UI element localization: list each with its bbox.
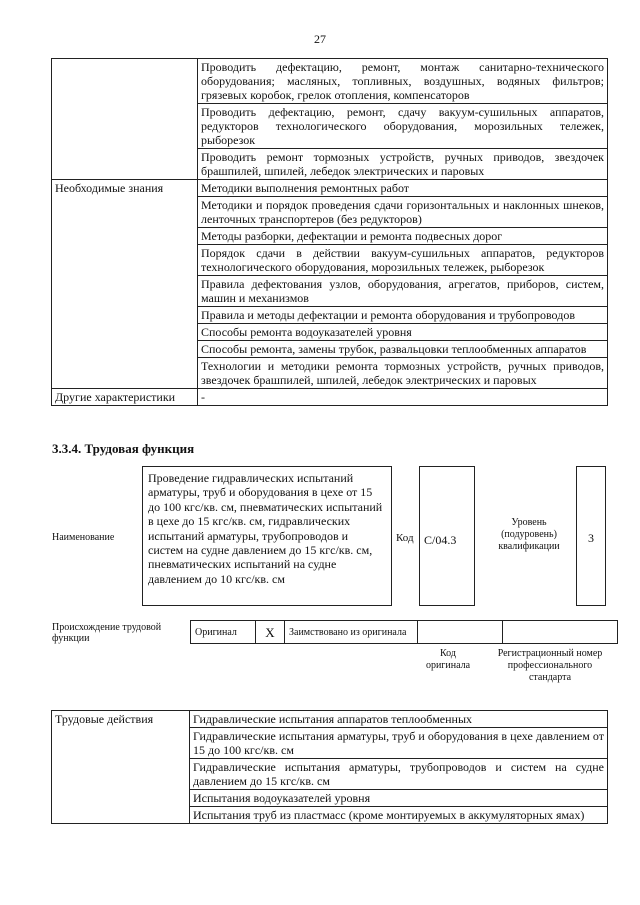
name-label: Наименование [52, 532, 115, 543]
knowledge-label: Необходимые знания [52, 180, 198, 389]
labor-actions-label: Трудовые действия [52, 711, 190, 824]
labor-actions-table [51, 710, 608, 824]
table-row [52, 389, 608, 406]
table-row [191, 621, 618, 644]
table-row [52, 711, 608, 728]
reg-number-cell [503, 621, 618, 644]
skill-cell: Проводить ремонт тормозных устройств, ручных приводов, звездочек брашпилей, шпилей, лебедок электрических и паровых [198, 149, 608, 180]
level-label: Уровень (подуровень) квалификации [498, 517, 560, 552]
labor-action-cell: Испытания водоуказателей уровня [190, 790, 608, 807]
other-label: Другие характеристики [52, 389, 198, 406]
origin-table [190, 620, 618, 644]
page-number: 27 [314, 32, 326, 46]
borrowed-label: Заимствовано из оригинала [285, 621, 418, 644]
skill-cell: Проводить дефектацию, ремонт, монтаж санитарно-технического оборудования; масляных, топливных, воздушных, водяных фильтров; грязевых коробок, грелок отопления, компенсаторов [198, 59, 608, 104]
knowledge-cell: Правила дефектования узлов, оборудования, агрегатов, приборов, систем, машин и механизмов [198, 276, 608, 307]
labor-action-cell: Испытания труб из пластмасс (кроме монтируемых в аккумуляторных ямах) [190, 807, 608, 824]
knowledge-cell: Технологии и методики ремонта тормозных устройств, ручных приводов, звездочек брашпилей, шпилей, лебедок электрических и паровых [198, 358, 608, 389]
function-name-box: Проведение гидравлических испытаний арматуры, труб и оборудования в цехе от 15 до 100 кгс/кв. см, пневматических испытаний в цехе до 15 кгс/кв. см, гидравлических испытаний арматуры, трубопроводов и систем на судне давлением до 15 кгс/кв. см, пневматических испытаний на судне давлением до 10 кгс/кв. см [142, 466, 392, 606]
level-value-box: 3 [576, 466, 606, 606]
table-row [52, 180, 608, 197]
labor-action-cell: Гидравлические испытания арматуры, труб и оборудования в цехе давлением от 15 до 100 кгс/кв. см [190, 728, 608, 759]
original-label: Оригинал [191, 621, 256, 644]
labor-action-cell: Гидравлические испытания аппаратов теплообменных [190, 711, 608, 728]
knowledge-cell: Способы ремонта, замены трубок, развальцовки теплообменных аппаратов [198, 341, 608, 358]
code-original-label: Код оригинала [425, 648, 471, 671]
other-value: - [198, 389, 608, 406]
empty-label-cell [52, 59, 198, 180]
knowledge-cell: Способы ремонта водоуказателей уровня [198, 324, 608, 341]
knowledge-cell: Методики и порядок проведения сдачи горизонтальных и наклонных шнеков, ленточных транспортеров (без редукторов) [198, 197, 608, 228]
code-label: Код [396, 532, 414, 544]
knowledge-cell: Методики выполнения ремонтных работ [198, 180, 608, 197]
knowledge-cell: Правила и методы дефектации и ремонта оборудования и трубопроводов [198, 307, 608, 324]
skill-cell: Проводить дефектацию, ремонт, сдачу вакуум-сушильных аппаратов, редукторов технологического оборудования, морозильных тележек, рыборезок [198, 104, 608, 149]
origin-label: Происхождение трудовой функции [52, 622, 162, 644]
reg-number-label: Регистрационный номер профессионального стандарта [497, 648, 603, 683]
skills-knowledge-table [51, 58, 608, 406]
section-title: 3.3.4. Трудовая функция [52, 441, 195, 456]
code-original-cell [418, 621, 503, 644]
knowledge-cell: Порядок сдачи в действии вакуум-сушильных аппаратов, редукторов технологического оборудования, морозильных тележек, рыборезок [198, 245, 608, 276]
labor-action-cell: Гидравлические испытания арматуры, трубопроводов и систем на судне давлением до 15 кгс/кв. см [190, 759, 608, 790]
table-row [52, 59, 608, 104]
knowledge-cell: Методы разборки, дефектации и ремонта подвесных дорог [198, 228, 608, 245]
original-mark: X [256, 621, 285, 644]
function-code-box: C/04.3 [419, 466, 475, 606]
